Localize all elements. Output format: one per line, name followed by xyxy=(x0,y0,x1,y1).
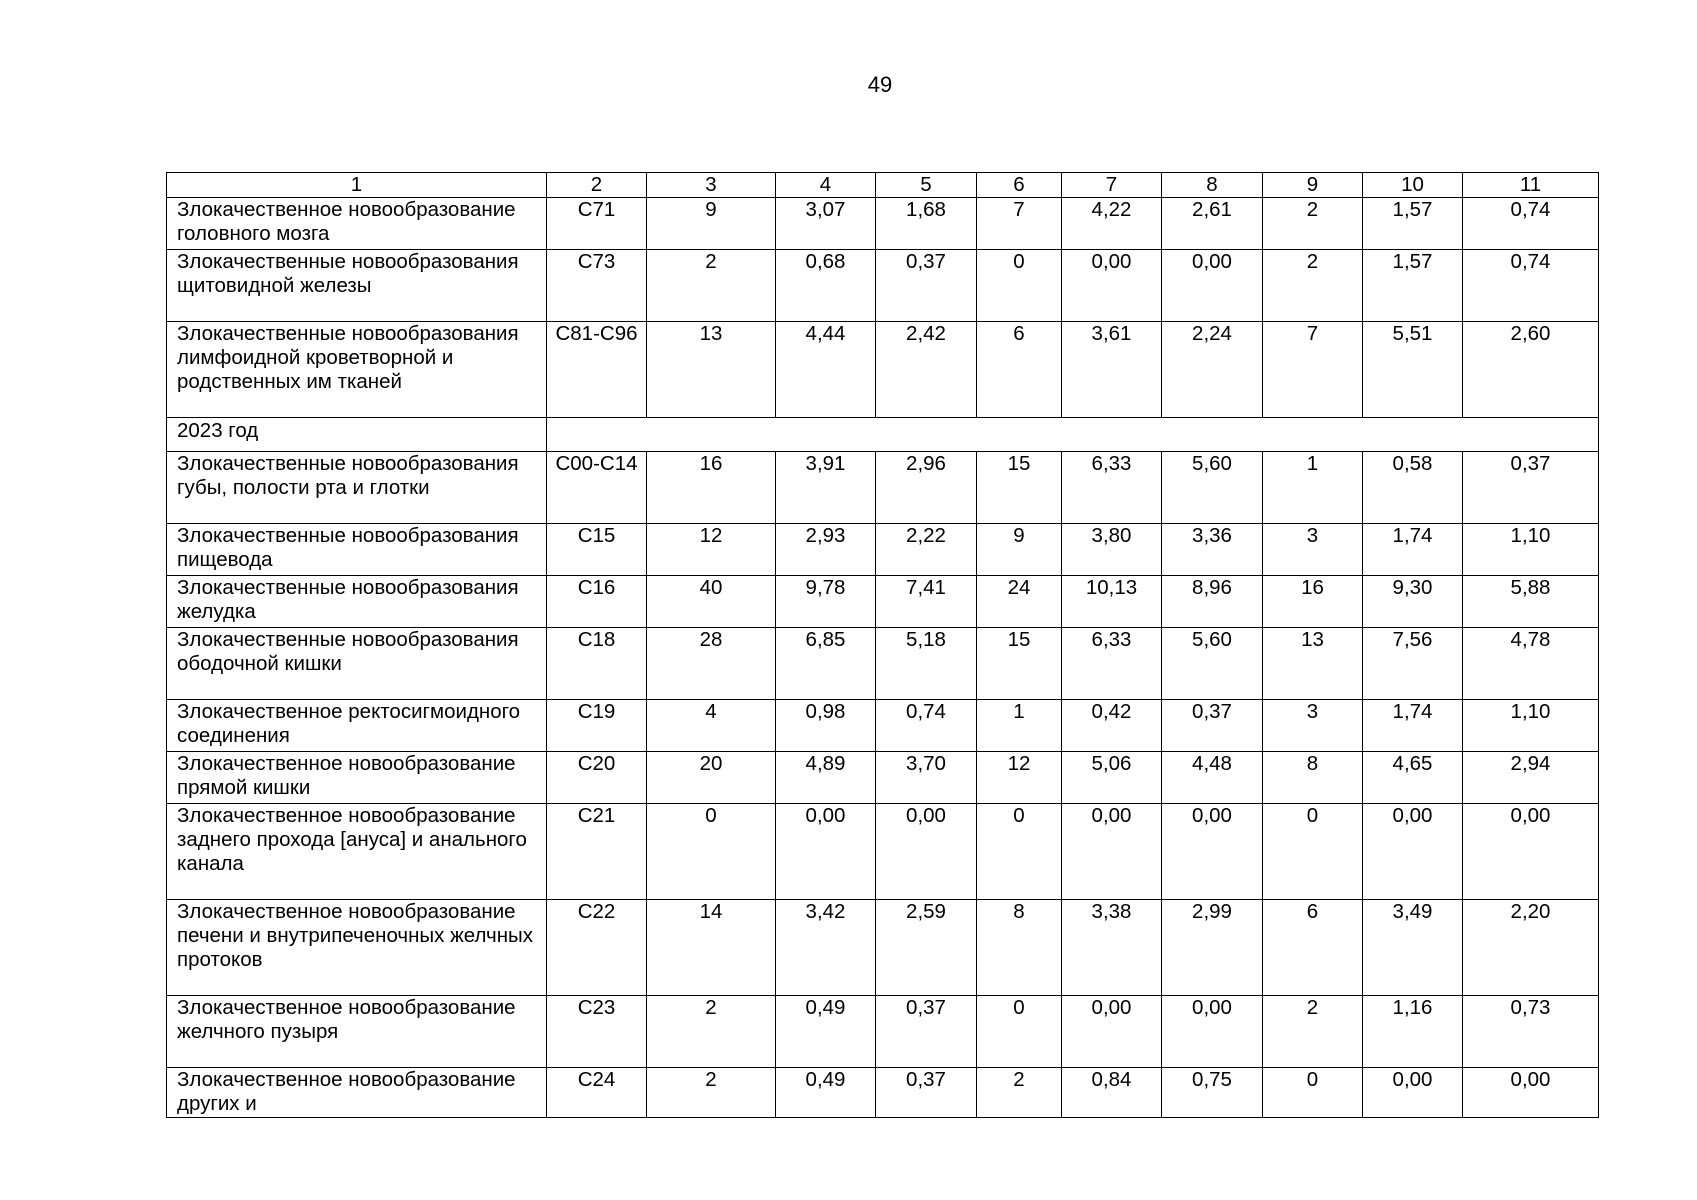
value-cell: 0,74 xyxy=(1463,250,1599,322)
value-cell: 0,74 xyxy=(1463,198,1599,250)
value-cell: 4,89 xyxy=(776,752,876,804)
value-cell: 2,24 xyxy=(1162,322,1263,418)
diagnosis-name-cell: Злокачественные новообразования пищевода xyxy=(167,524,547,576)
value-cell: 8 xyxy=(1263,752,1363,804)
value-cell: 1,68 xyxy=(876,198,977,250)
table-row xyxy=(167,804,1599,900)
value-cell: 0,00 xyxy=(1162,804,1263,900)
value-cell: 1,10 xyxy=(1463,700,1599,752)
diagnosis-name-cell: Злокачественное новообразование прямой кишки xyxy=(167,752,547,804)
value-cell: 2,22 xyxy=(876,524,977,576)
icd-code-cell: C23 xyxy=(547,996,647,1068)
value-cell: 1 xyxy=(1263,452,1363,524)
value-cell: 0,00 xyxy=(1363,804,1463,900)
value-cell: 8 xyxy=(977,900,1062,996)
value-cell: 0,00 xyxy=(1162,996,1263,1068)
value-cell: 9 xyxy=(647,198,776,250)
value-cell: 0,00 xyxy=(1162,250,1263,322)
value-cell: 6,33 xyxy=(1062,452,1162,524)
value-cell: 2,42 xyxy=(876,322,977,418)
value-cell: 3,80 xyxy=(1062,524,1162,576)
value-cell: 0,84 xyxy=(1062,1068,1162,1118)
icd-code-cell: C71 xyxy=(547,198,647,250)
statistics-table xyxy=(166,172,1599,1118)
value-cell: 13 xyxy=(647,322,776,418)
value-cell: 7 xyxy=(1263,322,1363,418)
value-cell: 0,00 xyxy=(876,804,977,900)
value-cell: 0,00 xyxy=(1463,1068,1599,1118)
table-row xyxy=(167,900,1599,996)
diagnosis-name-cell: Злокачественное новообразование заднего прохода [ануса] и анального канала xyxy=(167,804,547,900)
value-cell: 0,75 xyxy=(1162,1068,1263,1118)
value-cell: 28 xyxy=(647,628,776,700)
value-cell: 0,00 xyxy=(1062,996,1162,1068)
icd-code-cell: C20 xyxy=(547,752,647,804)
value-cell: 0 xyxy=(647,804,776,900)
value-cell: 1,57 xyxy=(1363,250,1463,322)
diagnosis-name-cell: Злокачественные новообразования ободочной кишки xyxy=(167,628,547,700)
table-row xyxy=(167,250,1599,322)
value-cell: 2,93 xyxy=(776,524,876,576)
value-cell: 2 xyxy=(1263,198,1363,250)
value-cell: 5,60 xyxy=(1162,452,1263,524)
icd-code-cell: C73 xyxy=(547,250,647,322)
header-cell: 9 xyxy=(1263,173,1363,198)
value-cell: 16 xyxy=(647,452,776,524)
value-cell: 1,74 xyxy=(1363,524,1463,576)
value-cell: 1,16 xyxy=(1363,996,1463,1068)
value-cell: 0,37 xyxy=(1463,452,1599,524)
value-cell: 2,96 xyxy=(876,452,977,524)
value-cell: 15 xyxy=(977,452,1062,524)
value-cell: 5,51 xyxy=(1363,322,1463,418)
value-cell: 0,37 xyxy=(1162,700,1263,752)
value-cell: 14 xyxy=(647,900,776,996)
value-cell: 6 xyxy=(1263,900,1363,996)
table-row xyxy=(167,628,1599,700)
diagnosis-name-cell: Злокачественные новообразования лимфоидной кроветворной и родственных им тканей xyxy=(167,322,547,418)
value-cell: 3,61 xyxy=(1062,322,1162,418)
value-cell: 0,37 xyxy=(876,996,977,1068)
diagnosis-name-cell: Злокачественное новообразование печени и внутрипеченочных желчных протоков xyxy=(167,900,547,996)
value-cell: 4,22 xyxy=(1062,198,1162,250)
value-cell: 0,49 xyxy=(776,1068,876,1118)
value-cell: 20 xyxy=(647,752,776,804)
value-cell: 0 xyxy=(977,804,1062,900)
value-cell: 6,85 xyxy=(776,628,876,700)
table-body xyxy=(167,173,1599,1118)
value-cell: 2,99 xyxy=(1162,900,1263,996)
value-cell: 3,38 xyxy=(1062,900,1162,996)
value-cell: 0,00 xyxy=(1062,250,1162,322)
value-cell: 4,44 xyxy=(776,322,876,418)
table-row xyxy=(167,752,1599,804)
value-cell: 3 xyxy=(1263,700,1363,752)
icd-code-cell: C21 xyxy=(547,804,647,900)
value-cell: 1,10 xyxy=(1463,524,1599,576)
value-cell: 7,41 xyxy=(876,576,977,628)
value-cell: 0,00 xyxy=(1463,804,1599,900)
header-cell: 2 xyxy=(547,173,647,198)
value-cell: 0 xyxy=(1263,1068,1363,1118)
value-cell: 10,13 xyxy=(1062,576,1162,628)
value-cell: 0,73 xyxy=(1463,996,1599,1068)
table-row xyxy=(167,452,1599,524)
diagnosis-name-cell: Злокачественные новообразования желудка xyxy=(167,576,547,628)
value-cell: 1,57 xyxy=(1363,198,1463,250)
value-cell: 9,30 xyxy=(1363,576,1463,628)
header-cell: 5 xyxy=(876,173,977,198)
table-header-row xyxy=(167,173,1599,198)
value-cell: 3,07 xyxy=(776,198,876,250)
value-cell: 2,61 xyxy=(1162,198,1263,250)
value-cell: 2,20 xyxy=(1463,900,1599,996)
diagnosis-name-cell: Злокачественные новообразования губы, полости рта и глотки xyxy=(167,452,547,524)
header-cell: 1 xyxy=(167,173,547,198)
table-row xyxy=(167,576,1599,628)
value-cell: 3,49 xyxy=(1363,900,1463,996)
header-cell: 7 xyxy=(1062,173,1162,198)
value-cell: 2 xyxy=(647,996,776,1068)
value-cell: 0,42 xyxy=(1062,700,1162,752)
value-cell: 3,36 xyxy=(1162,524,1263,576)
header-cell: 10 xyxy=(1363,173,1463,198)
section-label: 2023 год xyxy=(167,418,547,452)
value-cell: 16 xyxy=(1263,576,1363,628)
value-cell: 9 xyxy=(977,524,1062,576)
header-cell: 3 xyxy=(647,173,776,198)
value-cell: 4,48 xyxy=(1162,752,1263,804)
diagnosis-name-cell: Злокачественные новообразования щитовидной железы xyxy=(167,250,547,322)
value-cell: 3,42 xyxy=(776,900,876,996)
value-cell: 0,37 xyxy=(876,250,977,322)
table-row xyxy=(167,322,1599,418)
value-cell: 4,65 xyxy=(1363,752,1463,804)
value-cell: 6 xyxy=(977,322,1062,418)
value-cell: 0,74 xyxy=(876,700,977,752)
value-cell: 0,98 xyxy=(776,700,876,752)
value-cell: 6,33 xyxy=(1062,628,1162,700)
value-cell: 12 xyxy=(977,752,1062,804)
value-cell: 0,37 xyxy=(876,1068,977,1118)
value-cell: 5,60 xyxy=(1162,628,1263,700)
value-cell: 0,00 xyxy=(1363,1068,1463,1118)
value-cell: 0,68 xyxy=(776,250,876,322)
value-cell: 7,56 xyxy=(1363,628,1463,700)
diagnosis-name-cell: Злокачественное новообразование головного мозга xyxy=(167,198,547,250)
value-cell: 8,96 xyxy=(1162,576,1263,628)
value-cell: 15 xyxy=(977,628,1062,700)
value-cell: 5,06 xyxy=(1062,752,1162,804)
value-cell: 0 xyxy=(977,996,1062,1068)
value-cell: 3,70 xyxy=(876,752,977,804)
section-empty-cell xyxy=(547,418,1599,452)
value-cell: 2 xyxy=(647,1068,776,1118)
value-cell: 5,18 xyxy=(876,628,977,700)
header-cell: 6 xyxy=(977,173,1062,198)
value-cell: 0 xyxy=(1263,804,1363,900)
value-cell: 2,60 xyxy=(1463,322,1599,418)
table-row xyxy=(167,996,1599,1068)
value-cell: 0,00 xyxy=(1062,804,1162,900)
value-cell: 2,59 xyxy=(876,900,977,996)
header-cell: 4 xyxy=(776,173,876,198)
header-cell: 11 xyxy=(1463,173,1599,198)
value-cell: 2 xyxy=(977,1068,1062,1118)
value-cell: 40 xyxy=(647,576,776,628)
icd-code-cell: C22 xyxy=(547,900,647,996)
value-cell: 0,58 xyxy=(1363,452,1463,524)
icd-code-cell: C24 xyxy=(547,1068,647,1118)
header-cell: 8 xyxy=(1162,173,1263,198)
value-cell: 2 xyxy=(647,250,776,322)
value-cell: 7 xyxy=(977,198,1062,250)
page-number: 49 xyxy=(867,72,893,97)
value-cell: 2,94 xyxy=(1463,752,1599,804)
value-cell: 0,49 xyxy=(776,996,876,1068)
value-cell: 13 xyxy=(1263,628,1363,700)
icd-code-cell: C81-C96 xyxy=(547,322,647,418)
diagnosis-name-cell: Злокачественное ректосигмоидного соединения xyxy=(167,700,547,752)
diagnosis-name-cell: Злокачественное новообразование других и xyxy=(167,1068,547,1118)
value-cell: 0,00 xyxy=(776,804,876,900)
value-cell: 24 xyxy=(977,576,1062,628)
value-cell: 4,78 xyxy=(1463,628,1599,700)
table-row xyxy=(167,1068,1599,1118)
icd-code-cell: C18 xyxy=(547,628,647,700)
value-cell: 3,91 xyxy=(776,452,876,524)
value-cell: 9,78 xyxy=(776,576,876,628)
icd-code-cell: C00-C14 xyxy=(547,452,647,524)
value-cell: 2 xyxy=(1263,996,1363,1068)
icd-code-cell: C15 xyxy=(547,524,647,576)
icd-code-cell: C19 xyxy=(547,700,647,752)
value-cell: 1 xyxy=(977,700,1062,752)
value-cell: 4 xyxy=(647,700,776,752)
value-cell: 1,74 xyxy=(1363,700,1463,752)
value-cell: 0 xyxy=(977,250,1062,322)
value-cell: 5,88 xyxy=(1463,576,1599,628)
table-row xyxy=(167,524,1599,576)
diagnosis-name-cell: Злокачественное новообразование желчного пузыря xyxy=(167,996,547,1068)
section-row xyxy=(167,418,1599,452)
value-cell: 2 xyxy=(1263,250,1363,322)
icd-code-cell: C16 xyxy=(547,576,647,628)
table-row xyxy=(167,700,1599,752)
value-cell: 12 xyxy=(647,524,776,576)
table-row xyxy=(167,198,1599,250)
value-cell: 3 xyxy=(1263,524,1363,576)
